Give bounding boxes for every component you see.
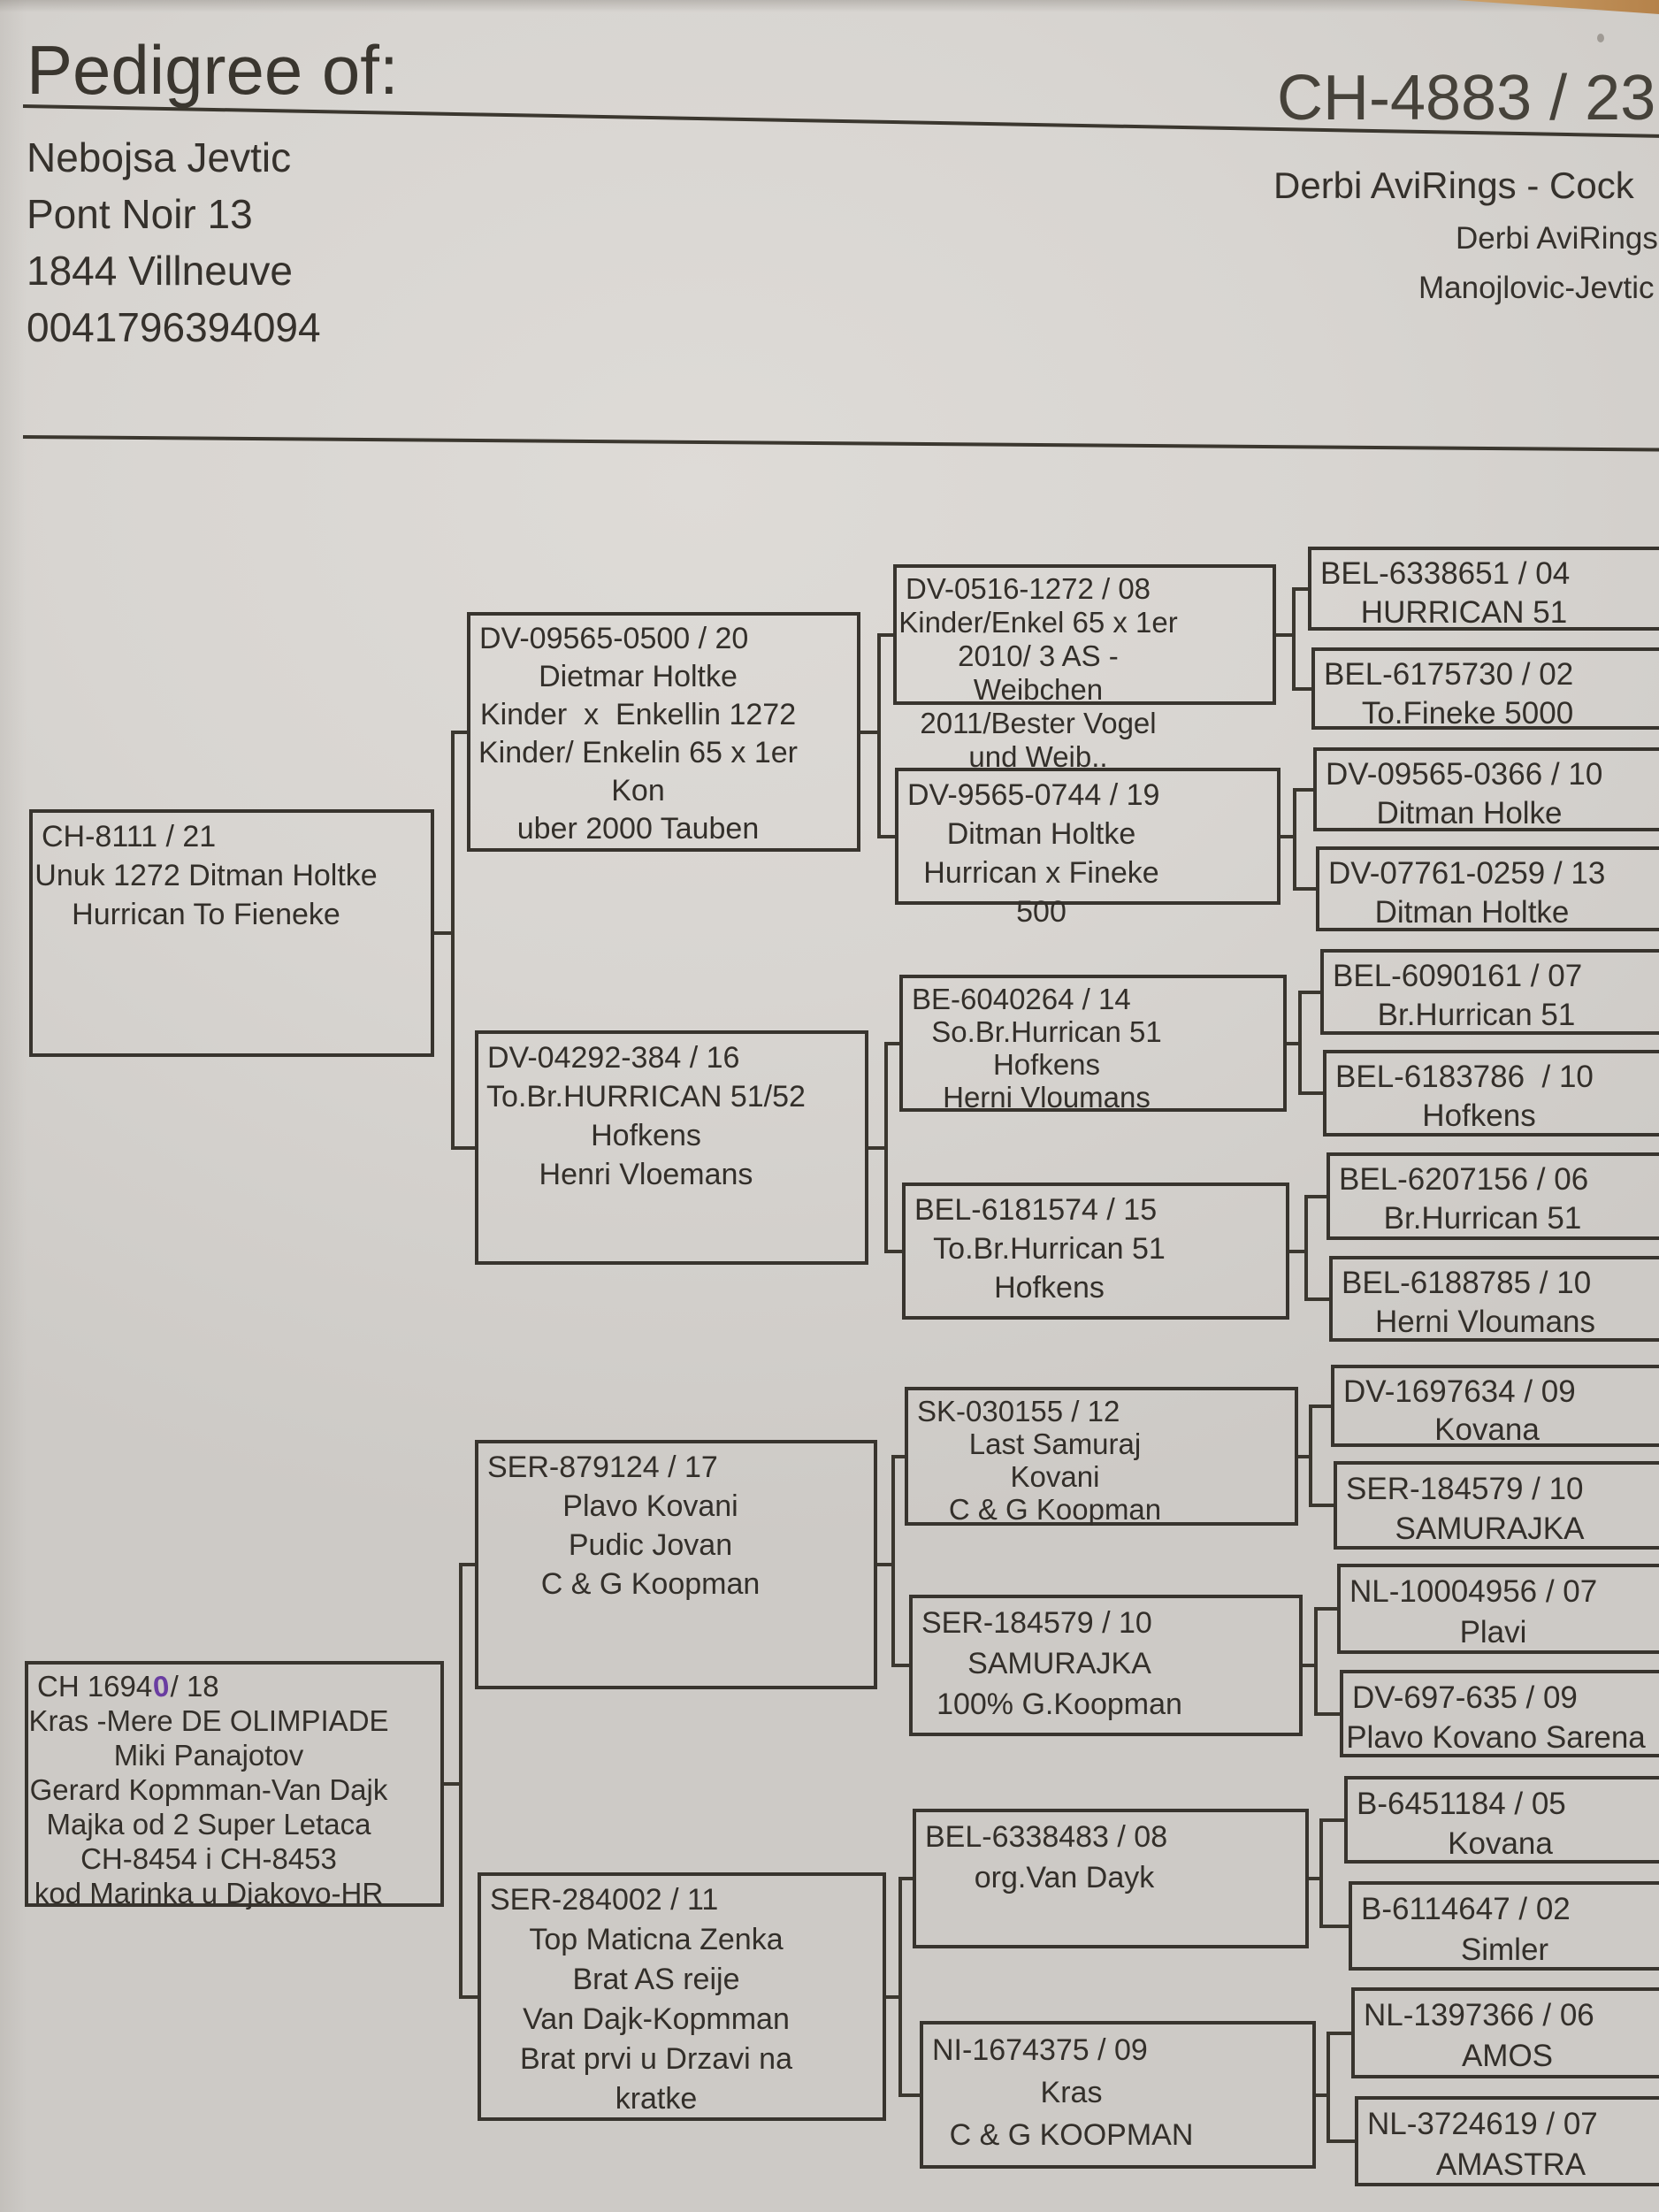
pedigree-line: Brat prvi u Drzavi na kratke: [520, 2042, 801, 2116]
connector-child-stub: [898, 1877, 913, 1880]
ring-id: NL-3724619 / 07: [1367, 2107, 1598, 2141]
pedigree-box-n2: [25, 1661, 444, 1910]
pedigree-line: 100% G.Koopman: [937, 1688, 1182, 1721]
pedigree-line: Majka od 2 Super Letaca: [46, 1808, 371, 1841]
pedigree-box-n11: [905, 1387, 1298, 1526]
connector-vertical: [1314, 1607, 1318, 1716]
connector-child-stub: [1326, 2032, 1351, 2035]
pedigree-line: Miki Panajotov: [113, 1739, 304, 1772]
pedigree-line: Kovana: [1434, 1412, 1540, 1447]
pedigree-box-n6: [478, 1872, 886, 2121]
ring-id: NL-1397366 / 06: [1364, 1998, 1594, 2032]
pedigree-line: To.Fineke 5000: [1361, 696, 1574, 731]
owner-phone: 0041796394094: [27, 304, 321, 350]
pedigree-line: Gerard Kopmman-Van Dajk: [29, 1773, 388, 1806]
pedigree-line: Kras -Mere DE OLIMPIADE: [28, 1704, 389, 1737]
connector-child-stub: [1304, 1297, 1329, 1301]
connector-vertical: [459, 1563, 463, 1999]
pedigree-line: kod Marinka u Djakovo-HR: [34, 1877, 384, 1910]
connector-child-stub: [1293, 887, 1316, 891]
pedigree-box-n12: [909, 1595, 1303, 1736]
pedigree-box-m12: [1340, 1670, 1659, 1757]
pedigree-box-n13: [913, 1809, 1309, 1948]
pedigree-line: Kovani: [1010, 1460, 1100, 1493]
connector-vertical: [898, 1877, 902, 2097]
pedigree-line: Unuk 1272 Ditman Holtke: [34, 859, 378, 892]
pedigree-line: CH-8454 i CH-8453: [80, 1842, 337, 1875]
ring-type-label: Derbi AviRings - Cock: [1273, 165, 1634, 206]
pedigree-line: So.Br.Hurrican 51: [931, 1015, 1162, 1048]
pedigree-line: 2010/ 3 AS -Weibchen: [958, 639, 1119, 706]
pedigree-line: AMASTRA: [1435, 2147, 1586, 2182]
ring-id: BEL-6183786 / 10: [1335, 1060, 1594, 1094]
handwritten-digit: 0: [151, 1669, 172, 1703]
pedigree-box-m3: [1313, 747, 1659, 831]
pedigree-line: Plavo Kovano Sarena: [1346, 1720, 1646, 1755]
pedigree-line: Hofkens: [1422, 1098, 1536, 1133]
pedigree-box-m8: [1329, 1256, 1659, 1342]
connector-vertical: [1319, 1818, 1323, 1928]
pedigree-line: Last Samuraj: [968, 1427, 1142, 1460]
pedigree-line: Simler: [1460, 1933, 1549, 1967]
pedigree-line: Pudic Jovan: [568, 1528, 733, 1562]
connector-vertical: [884, 1042, 888, 1253]
connector-vertical: [1304, 1195, 1308, 1301]
connector-child-stub: [1314, 1607, 1337, 1611]
pedigree-line: C & G Koopman: [540, 1567, 761, 1601]
ring-id: SK-030155 / 12: [917, 1395, 1120, 1427]
connector-vertical: [1309, 1405, 1312, 1508]
ink-speck: [1597, 34, 1604, 42]
ring-id: BEL-6188785 / 10: [1342, 1266, 1592, 1300]
ring-brand-label: Derbi AviRings: [1456, 221, 1658, 256]
connector-child-stub: [877, 835, 895, 838]
ring-id: BEL-6090161 / 07: [1333, 959, 1583, 993]
connector-child-stub: [1298, 1091, 1323, 1095]
pedigree-line: Hofkens: [591, 1119, 701, 1152]
pedigree-line: Hurrican To Fieneke: [72, 898, 340, 931]
connector-child-stub: [1292, 687, 1311, 691]
pedigree-box-m4: [1316, 846, 1659, 931]
pedigree-line: Van Dajk-Kopmman: [523, 2002, 790, 2036]
connector-child-stub: [891, 1455, 905, 1458]
connector-vertical: [877, 633, 881, 838]
pedigree-box-m16: [1355, 2096, 1659, 2186]
pedigree-line: Henri Vloemans: [539, 1158, 753, 1191]
pedigree-line: Hofkens: [994, 1271, 1105, 1305]
pedigree-line: Hofkens: [992, 1048, 1101, 1081]
connector-child-stub: [1319, 1925, 1349, 1928]
ring-id: BEL-6175730 / 02: [1324, 657, 1574, 692]
pedigree-box-m5: [1320, 949, 1659, 1035]
ring-id: DV-09565-0366 / 10: [1326, 757, 1603, 792]
pedigree-line: HURRICAN 51: [1360, 595, 1568, 630]
ring-id: NL-10004956 / 07: [1349, 1574, 1598, 1609]
ring-id: DV-697-635 / 09: [1352, 1680, 1578, 1715]
pedigree-line: uber 2000 Tauben: [516, 812, 760, 846]
connector-child-stub: [884, 1042, 899, 1045]
pedigree-line: org.Van Dayk: [974, 1861, 1155, 1894]
pedigree-line: Kinder/Enkel 65 x 1er: [898, 606, 1178, 639]
pedigree-line: Kras: [1040, 2076, 1103, 2109]
pedigree-box-m6: [1323, 1050, 1659, 1137]
pedigree-box-m15: [1351, 1987, 1659, 2078]
pedigree-line: Br.Hurrican 51: [1377, 998, 1576, 1032]
ring-id: BEL-6338483 / 08: [925, 1820, 1168, 1854]
ring-id: SER-284002 / 11: [490, 1883, 719, 1917]
pedigree-line: C & G KOOPMAN: [949, 2118, 1194, 2152]
pedigree-line: Kinder x Enkellin 1272: [479, 698, 797, 731]
ring-id: CH-8111 / 21: [42, 820, 217, 853]
table-corner-background: [1456, 0, 1659, 14]
ring-id: BE-6040264 / 14: [912, 983, 1131, 1015]
pedigree-line: To.Br.Hurrican 51: [933, 1232, 1166, 1266]
pedigree-line: Hurrican x Fineke 500: [923, 856, 1168, 929]
ring-id: DV-09565-0500 / 20: [479, 622, 749, 655]
connector-vertical: [1293, 788, 1296, 892]
ring-id: DV-07761-0259 / 13: [1328, 856, 1606, 891]
connector-vertical: [1292, 587, 1296, 691]
connector-vertical: [451, 731, 455, 1150]
connector-child-stub: [1309, 1504, 1334, 1507]
pedigree-line: Kovana: [1448, 1826, 1553, 1861]
pedigree-box-n4: [475, 1030, 868, 1265]
pedigree-line: Herni Vloumans: [1375, 1305, 1595, 1339]
owner-city: 1844 Villneuve: [27, 248, 293, 294]
breeder-label: Manojlovic-Jevtic: [1418, 271, 1655, 305]
connector-child-stub: [1293, 788, 1313, 792]
connector-child-stub: [898, 2093, 920, 2097]
pedigree-line: Plavo Kovani: [562, 1489, 738, 1523]
owner-address-block: [27, 129, 321, 356]
pedigree-line: SAMURAJKA: [1395, 1512, 1585, 1546]
pedigree-box-m7: [1326, 1152, 1659, 1240]
ring-id: B-6114647 / 02: [1361, 1892, 1571, 1926]
pedigree-line: 2011/Bester Vogel und Weib..: [920, 707, 1165, 773]
pedigree-box-m9: [1331, 1365, 1659, 1447]
connector-child-stub: [451, 1146, 475, 1150]
connector-child-stub: [1326, 2139, 1355, 2143]
header-separator-rule: [23, 435, 1659, 452]
pedigree-box-n7: [893, 564, 1276, 773]
ring-id: DV-04292-384 / 16: [487, 1041, 740, 1075]
pedigree-line: Ditman Holtke: [1374, 895, 1570, 930]
connector-child-stub: [451, 731, 467, 734]
ring-id: B-6451184 / 05: [1357, 1787, 1566, 1821]
connector-child-stub: [459, 1563, 475, 1566]
ring-id: [28, 1669, 440, 1703]
connector-child-stub: [1292, 587, 1308, 591]
connector-child-stub: [1319, 1818, 1344, 1822]
connector-child-stub: [884, 1250, 902, 1253]
ring-id: NI-1674375 / 09: [932, 2033, 1148, 2067]
ring-id: DV-9565-0744 / 19: [907, 778, 1160, 812]
pedigree-box-m13: [1344, 1776, 1659, 1864]
connector-vertical: [1326, 2032, 1330, 2144]
connector-vertical: [1298, 991, 1302, 1096]
ring-id: SER-184579 / 10: [921, 1606, 1152, 1640]
bird-ring-number: CH-4883 / 23: [1277, 63, 1656, 134]
pedigree-box-m14: [1349, 1881, 1659, 1971]
ring-id: SER-879124 / 17: [487, 1450, 718, 1484]
pedigree-line: C & G Koopman: [948, 1493, 1162, 1526]
ring-id: BEL-6207156 / 06: [1339, 1162, 1589, 1197]
page-title: Pedigree of:: [27, 31, 399, 109]
pedigree-line: Ditman Holtke: [946, 817, 1136, 851]
ring-id: DV-0516-1272 / 08: [906, 572, 1151, 605]
pedigree-line: Top Maticna Zenka: [529, 1923, 784, 1956]
pedigree-line: To.Br.HURRICAN 51/52: [486, 1080, 806, 1114]
ring-id: BEL-6338651 / 04: [1320, 556, 1571, 591]
pedigree-line: SAMURAJKA: [967, 1647, 1151, 1680]
pedigree-line: Herni Vloumans: [943, 1081, 1151, 1114]
pedigree-box-n8: [895, 768, 1281, 929]
pedigree-line: Kinder/ Enkelin 65 x 1er Kon: [478, 736, 807, 807]
connector-child-stub: [891, 1664, 909, 1667]
pedigree-line: Plavi: [1459, 1615, 1527, 1649]
pedigree-box-n3: [467, 612, 860, 852]
ring-id: SER-184579 / 10: [1346, 1472, 1584, 1506]
connector-child-stub: [1304, 1195, 1326, 1198]
connector-child-stub: [1309, 1405, 1331, 1408]
pedigree-box-m10: [1334, 1461, 1659, 1550]
owner-name: Nebojsa Jevtic: [27, 134, 292, 180]
ring-id-printed-suffix: / 18: [170, 1670, 219, 1703]
pedigree-box-m2: [1311, 647, 1659, 730]
ring-id-printed-prefix: CH 1694: [37, 1670, 153, 1703]
pedigree-box-n9: [899, 975, 1287, 1112]
ring-id: DV-1697634 / 09: [1343, 1374, 1576, 1409]
pedigree-line: Br.Hurrican 51: [1383, 1201, 1582, 1236]
pedigree-box-n5: [475, 1440, 877, 1689]
pedigree-line: Brat AS reije: [572, 1963, 740, 1996]
connector-child-stub: [877, 633, 893, 637]
pedigree-box-n14: [920, 2021, 1316, 2169]
connector-child-stub: [1314, 1712, 1340, 1716]
pedigree-line: AMOS: [1461, 2039, 1554, 2073]
owner-street: Pont Noir 13: [27, 191, 253, 237]
pedigree-line: Ditman Holke: [1376, 796, 1563, 830]
pedigree-box-n1: [29, 809, 434, 1057]
pedigree-box-m11: [1337, 1564, 1659, 1654]
pedigree-line: Dietmar Holtke: [539, 660, 738, 693]
connector-child-stub: [459, 1995, 478, 1999]
ring-id: BEL-6181574 / 15: [914, 1193, 1158, 1227]
pedigree-box-n10: [902, 1183, 1289, 1320]
pedigree-box-m1: [1308, 547, 1659, 631]
connector-vertical: [891, 1455, 895, 1668]
connector-child-stub: [1298, 991, 1320, 994]
